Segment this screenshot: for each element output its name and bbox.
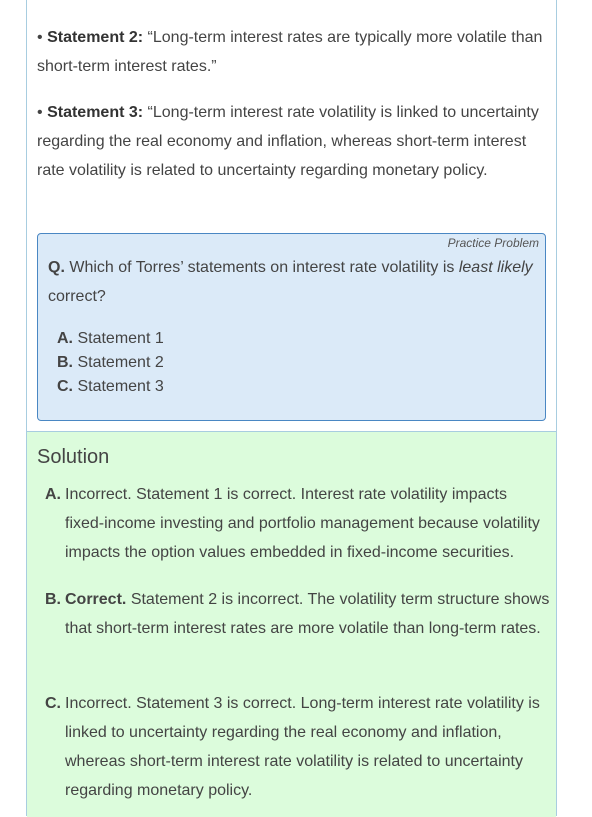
- statement-3: [37, 98, 547, 185]
- option-b: [57, 351, 164, 375]
- question-emphasis: least likely: [458, 259, 533, 276]
- answer-text: Incorrect. Statement 3 is correct. Long-term interest rate volatility is linked to uncertainty regarding the real economy and inflation, whereas short-term interest rate volatility is related to uncertainty regarding monetary policy.: [65, 695, 540, 799]
- option-a: [57, 327, 164, 351]
- solution-section: [27, 431, 556, 817]
- practice-problem-box: [37, 233, 546, 421]
- question-text: Which of Torres’ statements on interest rate volatility is: [69, 259, 455, 276]
- solution-title: Solution: [37, 446, 110, 468]
- option-letter: B.: [57, 354, 73, 371]
- answer-letter: C.: [45, 695, 61, 712]
- option-letter: A.: [57, 330, 73, 347]
- statement-label: Statement 2:: [47, 29, 144, 46]
- answer-text: Incorrect. Statement 1 is correct. Interest rate volatility impacts fixed-income investing and portfolio management because volatility impacts the option values embedded in fixed-income securities.: [65, 486, 540, 561]
- solution-answer-b: [45, 585, 550, 643]
- answer-body: [45, 480, 550, 567]
- solution-answer-c: [45, 689, 550, 805]
- answer-body: [45, 585, 550, 643]
- practice-problem-label: Practice Problem: [447, 236, 539, 250]
- bullet: •: [37, 104, 43, 121]
- option-text: Statement 1: [77, 330, 164, 347]
- question-text-end: correct?: [48, 288, 106, 305]
- answer-lead: Correct.: [65, 591, 127, 608]
- question: [48, 253, 538, 311]
- content-frame: [26, 0, 557, 816]
- answer-letter: B.: [45, 591, 61, 608]
- answer-body: [45, 689, 550, 805]
- option-c: [57, 375, 164, 399]
- bullet: •: [37, 29, 43, 46]
- option-text: Statement 2: [77, 354, 164, 371]
- statement-2: [37, 23, 547, 81]
- statement-text: “Long-term interest rate volatility is linked to uncertainty regarding the real economy and inflation, whereas short-term interest rate volatility is related to uncertainty regarding monetary policy.: [37, 104, 539, 179]
- solution-answer-a: [45, 480, 550, 567]
- statement-text: “Long-term interest rates are typically more volatile than short-term interest rates.”: [37, 29, 543, 75]
- option-text: Statement 3: [77, 378, 164, 395]
- answer-text: Statement 2 is incorrect. The volatility term structure shows that short-term interest rates are more volatile than long-term rates.: [65, 591, 550, 637]
- answer-letter: A.: [45, 486, 61, 503]
- option-letter: C.: [57, 378, 73, 395]
- answer-options: [57, 327, 164, 399]
- statement-label: Statement 3:: [47, 104, 144, 121]
- question-prefix: Q.: [48, 259, 65, 276]
